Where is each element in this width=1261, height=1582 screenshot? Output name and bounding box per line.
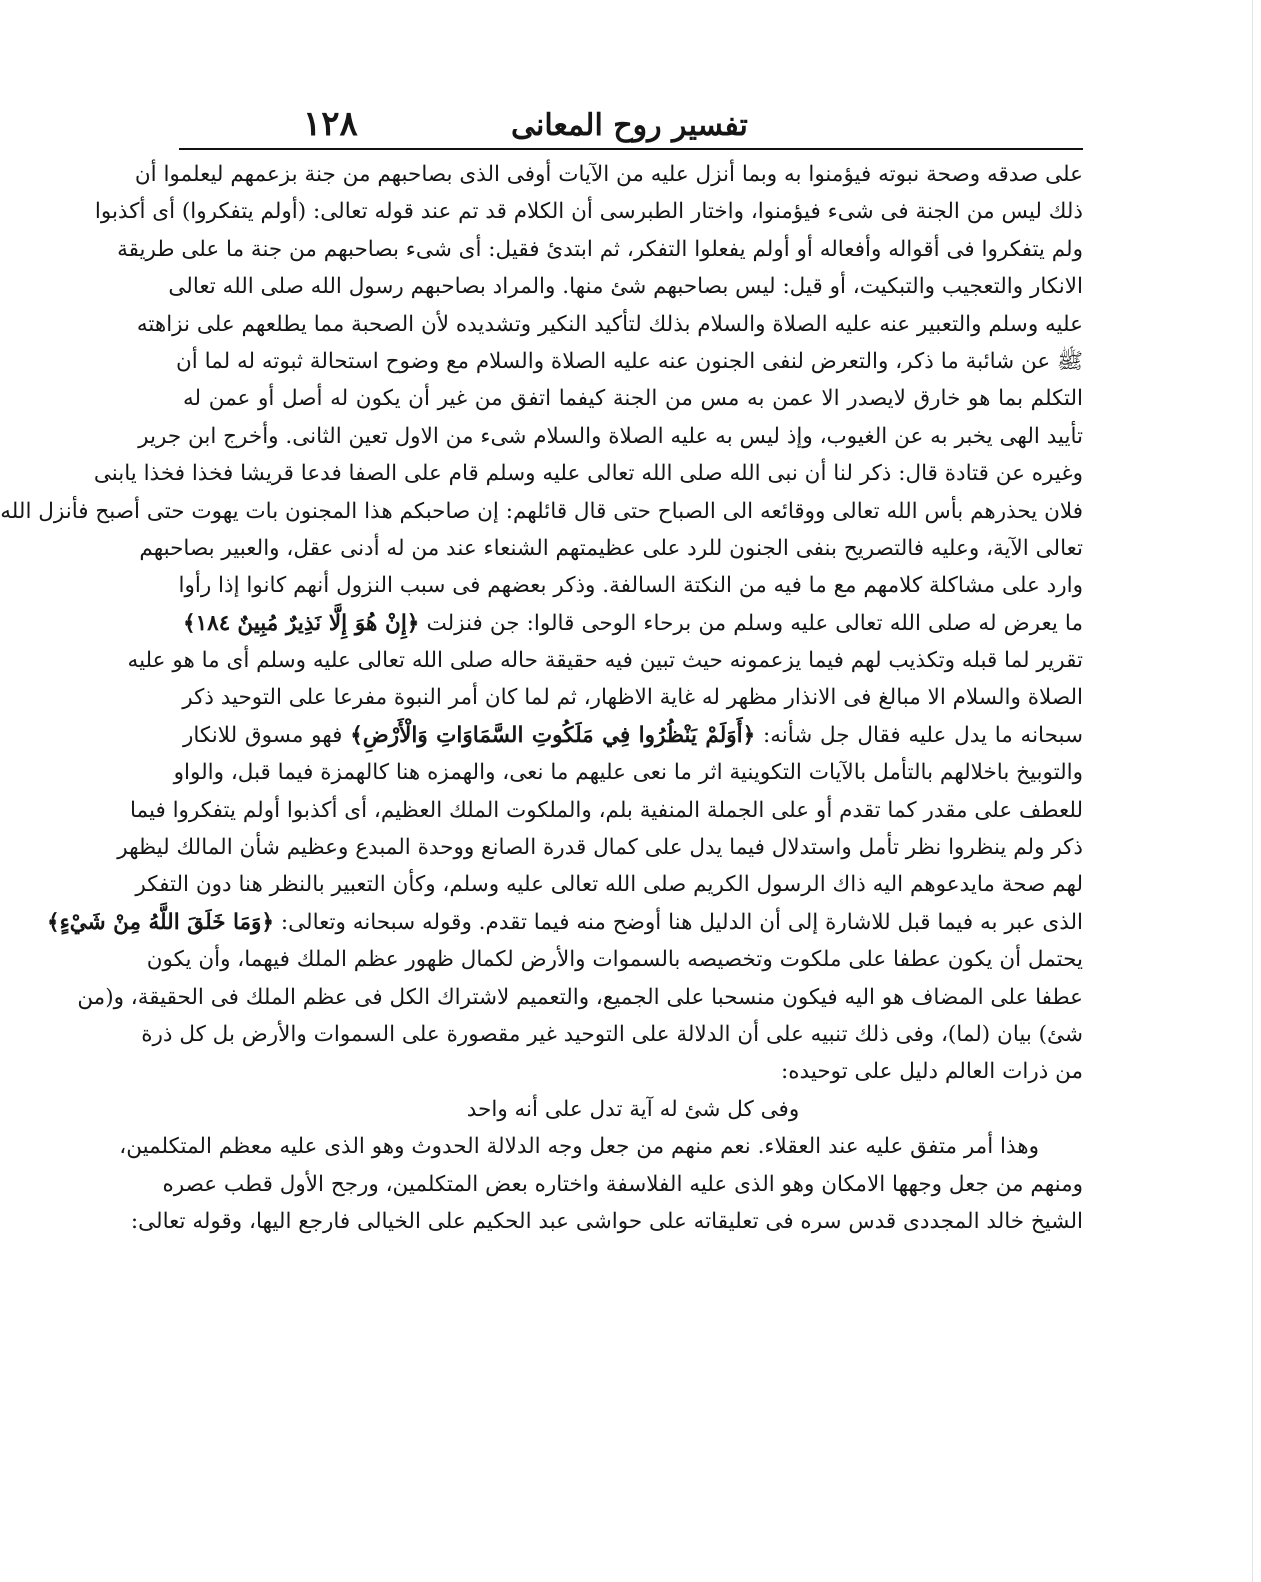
quran-verse: ﴿وَمَا خَلَقَ اللَّهُ مِنْ شَيْءٍ﴾ — [47, 909, 275, 935]
text-line: والتوبيخ باخلالهم بالتأمل بالآيات التكوينية اثر ما نعى عليهم ما نعى، والهمزه هنا كالهمزة فيما قبل، والواو — [173, 760, 1083, 786]
text-line: الصلاة والسلام الا مبالغ فى الانذار مظهر له غاية الاظهار، ثم لما كان أمر النبوة مفرعا على التوحيد ذكر — [182, 685, 1083, 711]
text-line: لهم صحة مايدعوهم اليه ذاك الرسول الكريم صلى الله تعالى عليه وسلم، وكأن التعبير بالنظر هنا دون التفكر — [135, 872, 1083, 898]
main-text — [0, 156, 1083, 1240]
text-line: تعالى الآية، وعليه فالتصريح بنفى الجنون للرد على عظيمتهم الشنعاء عند من له أدنى عقل، والعبير بصاحبهم — [139, 535, 1083, 561]
verse-line — [47, 904, 1083, 941]
header-rule — [179, 148, 1083, 150]
text-line: من ذرات العالم دليل على توحيده: — [781, 1059, 1083, 1085]
quran-verse: ﴿إِنْ هُوَ إِلَّا نَذِيرٌ مُبِينٌ — [237, 610, 420, 636]
text-line: وهذا أمر متفق عليه عند العقلاء. نعم منهم من جعل وجه الدلالة الحدوث وهو الذى عليه معظم المتكلمين، — [119, 1134, 1039, 1160]
poetry-line: وفى كل شئ له آية تدل على أنه واحد — [466, 1096, 800, 1122]
verse-line — [183, 717, 1083, 754]
text-line: على صدقه وصحة نبوته فيؤمنوا به وبما أنزل عليه من الآيات أوفى الذى بصاحبهم من جنة بزعمهم ليعلموا أن — [134, 162, 1083, 187]
text-line: الانكار والتعجيب والتبكيت، أو قيل: ليس بصاحبهم شئ منها. والمراد بصاحبهم رسول الله صلى الله تعالى — [168, 274, 1083, 300]
text-segment: ما يعرض له صلى الله تعالى عليه وسلم من برحاء الوحى قالوا: جن فنزلت — [426, 610, 1083, 636]
text-line: يحتمل أن يكون عطفا على ملكوت وتخصيصه بالسموات والأرض لكمال ظهور عظم الملك فيهما، وأن يكون — [146, 947, 1083, 973]
text-line: التكلم بما هو خارق لايصدر الا عمن به مس من الجنة كيفما اتفق من غير أن يكون له أصل أو عمن له — [183, 386, 1083, 412]
text-line: ﷺ عن شائبة ما ذكر، والتعرض لنفى الجنون عنه عليه الصلاة والسلام مع وضوح استحالة ثبوته له لما أن — [176, 348, 1083, 374]
text-line: شئ) بيان (لما)، وفى ذلك تنبيه على أن الدلالة على التوحيد غير مقصورة على السموات والأرض بل كل ذرة — [141, 1021, 1083, 1047]
page-edge — [1252, 0, 1253, 1582]
page-number: ١٢٨ — [303, 104, 358, 144]
verse-line — [183, 605, 1083, 642]
text-line: ومنهم من جعل وجهها الامكان وهو الذى عليه الفلاسفة واختاره بعض المتكلمين، ورجح الأول قطب عصره — [162, 1171, 1083, 1197]
text-segment: سبحانه ما يدل عليه فقال جل شأنه: — [762, 722, 1083, 748]
text-line: الشيخ خالد المجددى قدس سره فى تعليقاته على حواشى عبد الحكيم على الخيالى فارجع اليها، وقوله تعالى: — [130, 1208, 1083, 1234]
text-line: ذكر ولم ينظروا نظر تأمل واستدلال فيما يدل على كمال قدرة الصانع ووحدة المبدع وعظيم شأن المالك ليظهر — [117, 835, 1083, 861]
text-line: ذلك ليس من الجنة فى شىء فيؤمنوا، واختار الطبرسى أن الكلام قد تم عند قوله تعالى: (أولم يتفكروا) أى أكذبوا — [94, 199, 1083, 225]
text-line: للعطف على مقدر كما تقدم أو على الجملة المنفية بلم، والملكوت الملك العظيم، أى أكذبوا أولم يتفكروا فيما — [130, 797, 1083, 823]
text-segment: فهو مسوق للانكار — [183, 722, 343, 748]
text-line: عليه وسلم والتعبير عنه عليه الصلاة والسلام بذلك لتأكيد النكير وتشديده لأن الصحبة مما يطلعهم على نزاهته — [136, 311, 1083, 337]
running-title: تفسير روح المعانى — [511, 108, 748, 143]
text-line: عطفا على المضاف هو اليه فيكون منسحبا على الجميع، والتعميم لاشتراك الكل فى عظم الملك فى الحقيقة، و(من — [77, 984, 1083, 1010]
ayah-number: ١٨٤﴾ — [183, 610, 231, 636]
quran-verse: ﴿أَوَلَمْ يَنْظُرُوا فِي مَلَكُوتِ السَّمَاوَاتِ وَالْأَرْضِ﴾ — [350, 722, 756, 748]
text-line: وارد على مشاكلة كلامهم مع ما فيه من النكتة السالفة. وذكر بعضهم فى سبب النزول أنهم كانوا إذا رأوا — [178, 573, 1083, 599]
text-line: تقرير لما قبله وتكذيب لهم فيما يزعمونه حيث تبين فيه حقيقة حاله صلى الله تعالى عليه وسلم أى ما هو عليه — [127, 648, 1083, 674]
text-line: وغيره عن قتادة قال: ذكر لنا أن نبى الله صلى الله تعالى عليه وسلم قام على الصفا فدعا قريشا فخذا فخذا يابنى — [93, 461, 1083, 487]
text-line: ولم يتفكروا فى أقواله وأفعاله أو أولم يفعلوا التفكر، ثم ابتدئ فقيل: أى شىء بصاحبهم من جنة ما على طريقة — [117, 236, 1083, 262]
text-segment: الذى عبر به فيما قبل للاشارة إلى أن الدليل هنا أوضح منه فيما تقدم. وقوله سبحانه وتعالى: — [280, 909, 1083, 935]
text-line: فلان يحذرهم بأس الله تعالى ووقائعه الى الصباح حتى قال قائلهم: إن صاحبكم هذا المجنون بات يهوت حتى أصبح فأنزل الله — [0, 498, 1083, 524]
page-header — [181, 104, 1081, 148]
text-line: تأييد الهى يخبر به عن الغيوب، وإذ ليس به عليه الصلاة والسلام شىء من الاول تعين الثانى. وأخرج ابن جرير — [138, 423, 1083, 449]
